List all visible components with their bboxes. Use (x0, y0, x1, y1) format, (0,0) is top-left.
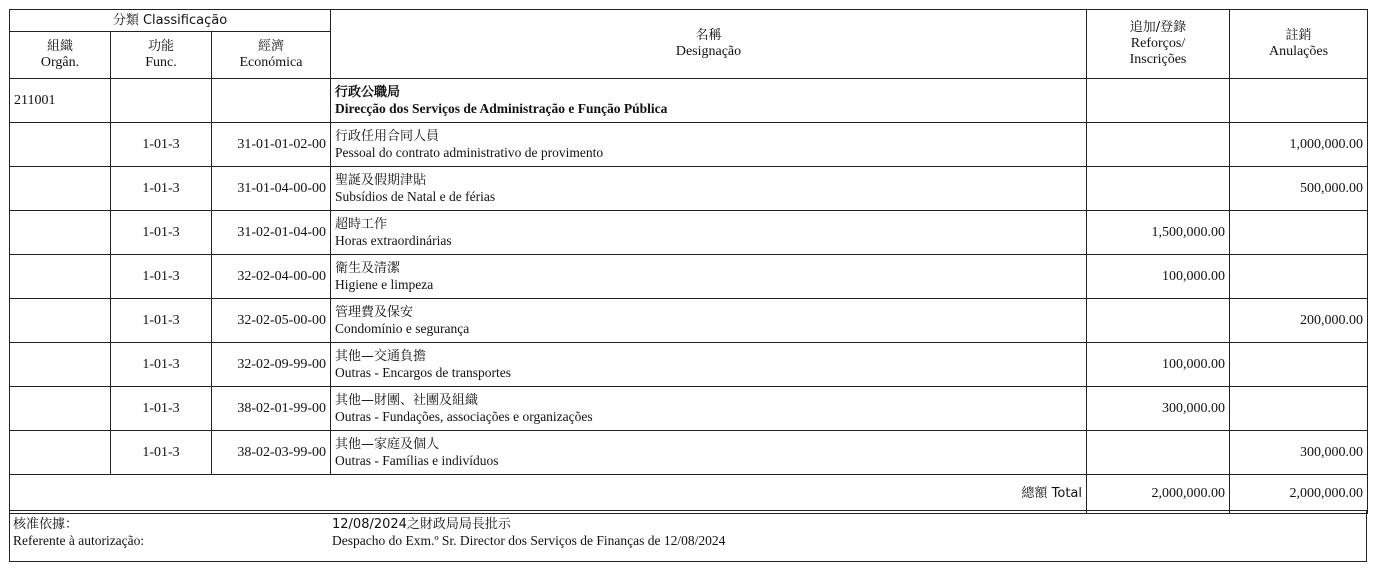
budget-table (9, 9, 1368, 514)
function-code: 1-01-3 (111, 123, 212, 167)
economic-code: 38-02-01-99-00 (212, 387, 331, 431)
authorization-box (9, 510, 1367, 562)
designation: 超時工作 Horas extraordinárias (331, 211, 1087, 255)
economic-code: 32-02-05-00-00 (212, 299, 331, 343)
reinforcement-value (1087, 167, 1230, 211)
annulment-header: 註銷 Anulações (1230, 10, 1368, 79)
designation: 其他—家庭及個人 Outras - Famílias e indivíduos (331, 431, 1087, 475)
designation: 管理費及保安 Condomínio e segurança (331, 299, 1087, 343)
organ-header: 組織 Orgân. (10, 32, 111, 79)
reinforcement-value: 100,000.00 (1087, 255, 1230, 299)
total-label: 總額 Total (10, 475, 1087, 514)
table-row (10, 299, 1368, 343)
annulment-value (1230, 255, 1368, 299)
designation: 衛生及清潔 Higiene e limpeza (331, 255, 1087, 299)
table-row (10, 387, 1368, 431)
economic-code: 31-01-04-00-00 (212, 167, 331, 211)
function-code: 1-01-3 (111, 211, 212, 255)
designation: 其他—交通負擔 Outras - Encargos de transportes (331, 343, 1087, 387)
authorization-text: 12/08/2024之財政局局長批示 Despacho do Exm.º Sr. Director dos Serviços de Finanças de 12/08/2024 (332, 517, 726, 548)
total-reinforcement: 2,000,000.00 (1087, 475, 1230, 514)
reinforcement-value: 300,000.00 (1087, 387, 1230, 431)
annulment-value (1230, 387, 1368, 431)
table-row (10, 211, 1368, 255)
annulment-value: 200,000.00 (1230, 299, 1368, 343)
annulment-value (1230, 343, 1368, 387)
organ-row (10, 79, 1368, 123)
function-header: 功能 Func. (111, 32, 212, 79)
function-code: 1-01-3 (111, 299, 212, 343)
function-code: 1-01-3 (111, 167, 212, 211)
economic-code: 31-01-01-02-00 (212, 123, 331, 167)
economic-code: 38-02-03-99-00 (212, 431, 331, 475)
authorization-label: 核准依據： Referente à autorização: (13, 517, 145, 548)
function-code: 1-01-3 (111, 343, 212, 387)
total-row (10, 475, 1368, 514)
designation: 行政任用合同人員 Pessoal do contrato administrativo de provimento (331, 123, 1087, 167)
reinforcement-value (1087, 299, 1230, 343)
economic-header: 經濟 Económica (212, 32, 331, 79)
reinforcement-value (1087, 431, 1230, 475)
annulment-value: 1,000,000.00 (1230, 123, 1368, 167)
total-annulment: 2,000,000.00 (1230, 475, 1368, 514)
table-row (10, 123, 1368, 167)
annulment-value (1230, 211, 1368, 255)
table-row (10, 255, 1368, 299)
annulment-value: 500,000.00 (1230, 167, 1368, 211)
classification-header: 分類 Classificação (10, 10, 331, 32)
table-row (10, 167, 1368, 211)
table-row (10, 343, 1368, 387)
table-row (10, 431, 1368, 475)
reinforcement-value: 1,500,000.00 (1087, 211, 1230, 255)
function-code: 1-01-3 (111, 431, 212, 475)
organ-name: 行政公職局 Direcção dos Serviços de Administração e Função Pública (331, 79, 1087, 123)
economic-code: 32-02-04-00-00 (212, 255, 331, 299)
reinforcement-value: 100,000.00 (1087, 343, 1230, 387)
designation-header: 名稱 Designação (331, 10, 1087, 79)
function-code: 1-01-3 (111, 255, 212, 299)
function-code: 1-01-3 (111, 387, 212, 431)
designation: 其他—財團、社團及組織 Outras - Fundações, associações e organizações (331, 387, 1087, 431)
reinforcement-header: 追加/登錄 Reforços/ Inscrições (1087, 10, 1230, 79)
economic-code: 31-02-01-04-00 (212, 211, 331, 255)
organ-code: 211001 (10, 79, 111, 123)
designation: 聖誕及假期津貼 Subsídios de Natal e de férias (331, 167, 1087, 211)
economic-code: 32-02-09-99-00 (212, 343, 331, 387)
annulment-value: 300,000.00 (1230, 431, 1368, 475)
reinforcement-value (1087, 123, 1230, 167)
